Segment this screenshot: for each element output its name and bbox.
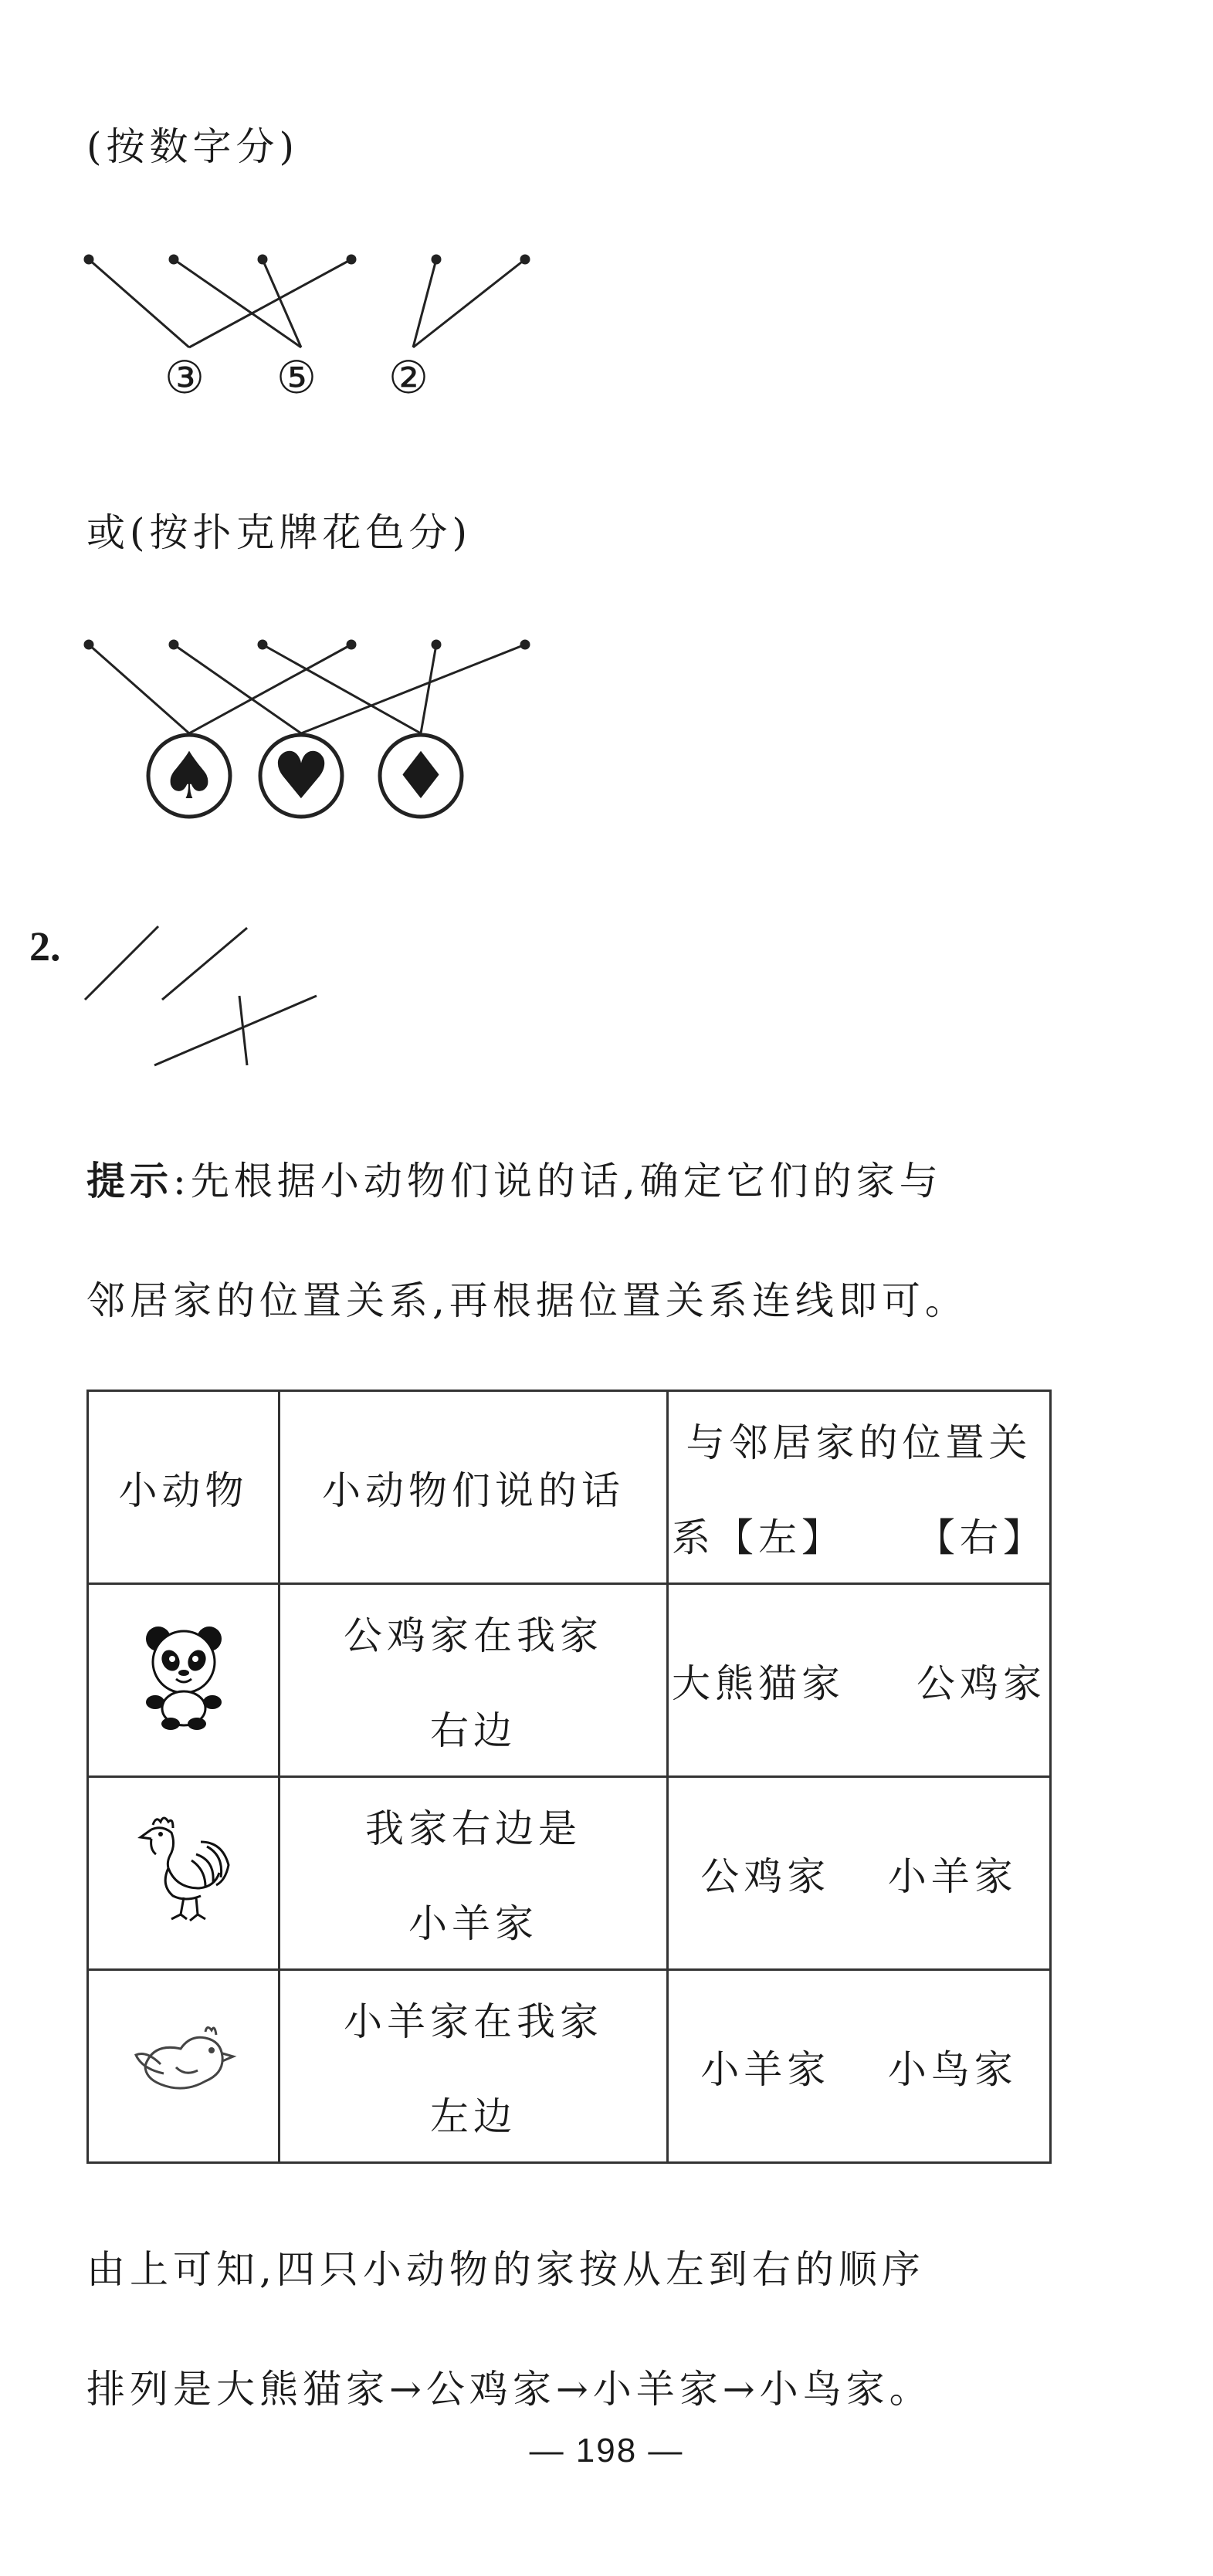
header-relation-line1: 与邻居家的位置关 — [686, 1420, 1032, 1465]
rooster-icon — [130, 1811, 238, 1927]
header-relation-line2 — [669, 1507, 1049, 1562]
number-label-2: ② — [388, 351, 429, 404]
conclusion-line-2: 排列是大熊猫家→公鸡家→小羊家→小鸟家。 — [86, 2367, 933, 2412]
header-left: 【左】 — [715, 1515, 845, 1560]
heading-by-number: (按数字分) — [86, 124, 300, 169]
relation-cell — [668, 1970, 1051, 2163]
animal-cell — [88, 1777, 280, 1970]
speech-cell — [280, 1584, 668, 1777]
diamond-icon: ♦ — [391, 738, 450, 814]
heading-by-suit: 或(按扑克牌花色分) — [86, 510, 473, 555]
animal-cell — [88, 1970, 280, 2163]
speech-cell — [280, 1777, 668, 1970]
speech-line: 小羊家在我家 — [344, 1999, 603, 2044]
heart-icon: ♥ — [272, 738, 330, 814]
speech-line: 公鸡家在我家 — [344, 1613, 603, 1658]
table-header-row — [88, 1391, 1051, 1584]
header-right: 【右】 — [917, 1515, 1046, 1560]
header-speech: 小动物们说的话 — [280, 1391, 668, 1584]
animal-cell — [88, 1584, 280, 1777]
speech-line: 右边 — [430, 1708, 517, 1753]
spade-icon: ♠ — [160, 738, 219, 814]
left-neighbor: 小羊家 — [700, 2046, 831, 2092]
answer-table — [86, 1390, 1052, 2164]
left-neighbor: 大熊猫家 — [672, 1660, 845, 1706]
hint-line-1 — [86, 1150, 943, 1206]
question-number: 2. — [29, 923, 61, 970]
relation-cell — [668, 1777, 1051, 1970]
speech-cell — [280, 1970, 668, 2163]
speech-line: 小羊家 — [408, 1901, 538, 1946]
table-row — [88, 1970, 1051, 2163]
right-neighbor: 小鸟家 — [887, 2046, 1018, 2092]
left-neighbor: 公鸡家 — [700, 1853, 831, 1899]
hint-text-1: :先根据小动物们说的话,确定它们的家与 — [173, 1159, 943, 1203]
right-neighbor: 小羊家 — [887, 1853, 1018, 1899]
conclusion-line-1: 由上可知,四只小动物的家按从左到右的顺序 — [86, 2247, 925, 2292]
speech-line: 我家右边是 — [365, 1806, 581, 1851]
hint-line-2: 邻居家的位置关系,再根据位置关系连线即可。 — [86, 1278, 968, 1323]
bird-icon — [130, 2019, 238, 2104]
relation-cell — [668, 1584, 1051, 1777]
matching-lines-q2 — [0, 919, 463, 1073]
number-label-3: ③ — [164, 351, 205, 404]
header-relation — [668, 1391, 1051, 1584]
number-label-5: ⑤ — [276, 351, 317, 404]
hint-label: 提示 — [86, 1159, 173, 1203]
panda-icon — [141, 1622, 226, 1730]
table-row — [88, 1777, 1051, 1970]
matching-diagram-suits — [0, 618, 1213, 849]
table-row — [88, 1584, 1051, 1777]
page-number: — 198 — — [529, 2432, 684, 2469]
right-neighbor: 公鸡家 — [917, 1660, 1046, 1706]
header-relation-prefix: 系 — [672, 1515, 715, 1560]
header-animal: 小动物 — [88, 1391, 280, 1584]
speech-line: 左边 — [430, 2094, 517, 2139]
